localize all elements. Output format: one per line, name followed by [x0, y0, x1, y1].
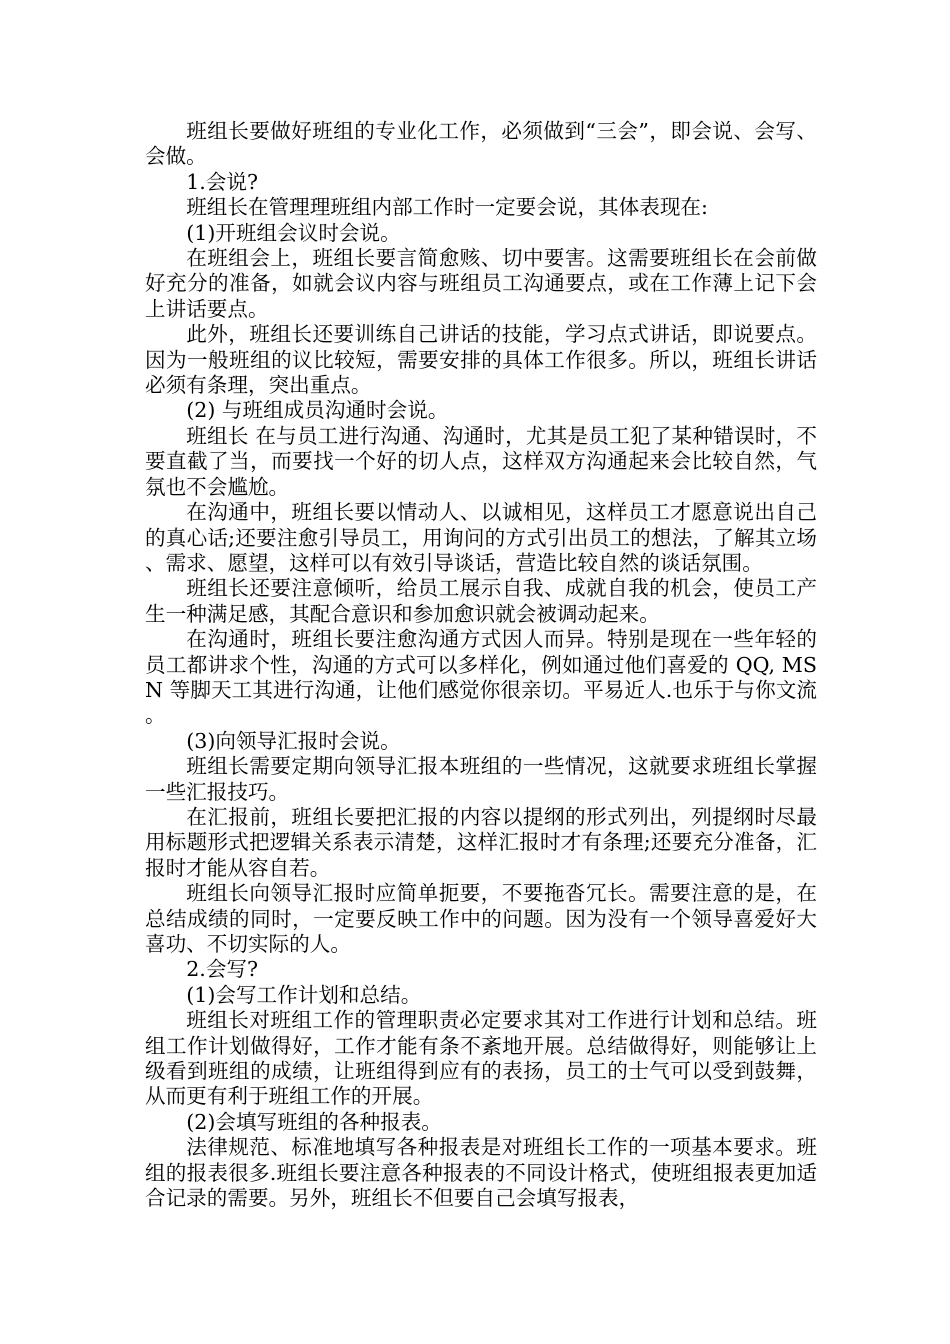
paragraph-meeting-skills: 此外，班组长还要训练自己讲话的技能，学习点式讲话，即说要点。因为一般班组的议比较短，需要安排的具体工作很多。所以，班组长讲话必须有条理，突出重点。 [145, 322, 817, 398]
paragraph-meeting-prep: 在班组会上，班组长要言简愈赅、切中要害。这需要班组长在会前做好充分的准备，如就会议内容与班组员工沟通要点，或在工作薄上记下会上讲话要点。 [145, 246, 817, 321]
heading-speaking: 1.会说? [186, 169, 259, 194]
document-page [145, 119, 817, 1211]
paragraph-reporting-outline: 在汇报前，班组长要把汇报的内容以提纲的形式列出，列提纲时尽最用标题形式把逻辑关系表示清楚，这样汇报时才有条理;还要充分准备，汇报时才能从容自若。 [145, 804, 817, 880]
paragraph-communication-empathy: 在沟通中，班组长要以情动人、以诚相见，这样员工才愿意说出自己的真心话;还要注愈引导员工，用询问的方式引出员工的想法，了解其立场、需求、愿望，这样可以有效引导谈话，营造比较自然的谈话氛围。 [145, 500, 817, 575]
paragraph-plans: 班组长对班组工作的管理职责必定要求其对工作进行计划和总结。班组工作计划做得好，工作才能有条不紊地开展。总结做得好，则能够让上级看到班组的成绩，让班组得到应有的表扬，员工的士气可以受到鼓舞，从而更有利于班组工作的开展。 [145, 1008, 817, 1109]
paragraph-communication-methods: 在沟通时，班组长要注愈沟通方式因人而异。特别是现在一些年轻的员工都讲求个性，沟通的方式可以多样化，例如通过他们喜爱的 QQ, MSN 等脚天工其进行沟通，让他们感觉你很亲切。平易近人.也乐于与你文流。 [145, 627, 817, 728]
subheading-reports: (2)会填写班组的各种报表。 [186, 1109, 442, 1134]
paragraph-reports: 法律规范、标准地填写各种报表是对班组长工作的一项基本要求。班组的报表很多.班组长要注意各种报表的不同设计格式，使班组报表更加适合记录的需要。另外，班组长不但要自己会填写报表， [145, 1135, 817, 1211]
paragraph-speaking-overview: 班组长在管理理班组内部工作时一定要会说，其体表现在: [186, 195, 708, 220]
subheading-plans: (1)会写工作计划和总结。 [186, 982, 422, 1007]
paragraph-intro: 班组长要做好班组的专业化工作，必须做到“三会”，即会说、会写、会做。 [145, 119, 817, 169]
heading-writing: 2.会写? [186, 957, 259, 982]
paragraph-reporting-skills: 班组长需要定期向领导汇报本班组的一些情况，这就要求班组长掌握一些汇报技巧。 [145, 754, 817, 804]
paragraph-communication-errors: 班组长 在与员工进行沟通、沟通时，尤其是员工犯了某种错误时，不要直截了当，而要找一个好的切人点，这样双方沟通起来会比较自然，气氛也不会尴尬。 [145, 423, 817, 499]
subheading-meeting: (1)开班组会议时会说。 [186, 220, 401, 245]
paragraph-communication-listening: 班组长还要注意倾听，给员工展示自我、成就自我的机会，使员工产生一种满足感，其配合意识和参加愈识就会被调动起来。 [145, 576, 817, 626]
subheading-communication: (2) 与班组成员沟通时会说。 [186, 398, 449, 423]
paragraph-reporting-concise: 班组长向领导汇报时应简单扼要，不要拖沓冗长。需要注意的是，在总结成绩的同时，一定要反映工作中的问题。因为没有一个领导喜爱好大喜功、不切实际的人。 [145, 881, 817, 956]
subheading-reporting: (3)向领导汇报时会说。 [186, 728, 401, 753]
